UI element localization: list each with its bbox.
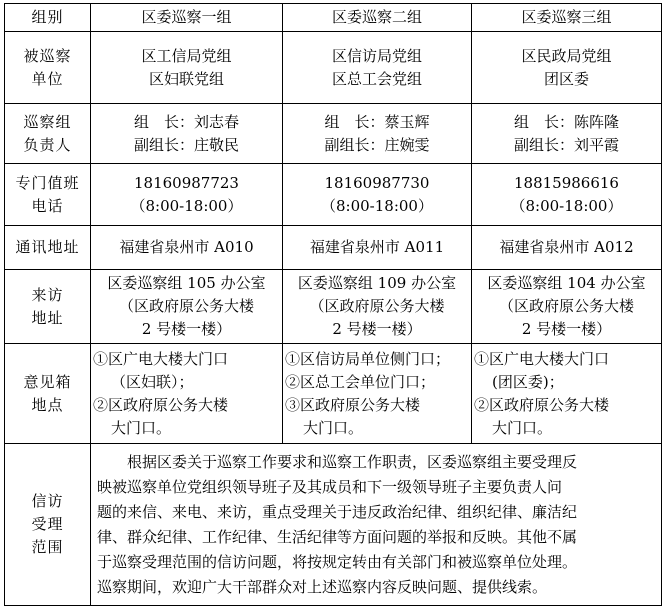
header-label: 组别 [5,4,91,32]
mailbox-label: 意见箱 地点 [5,344,91,444]
leaders-label: 巡察组 负责人 [5,104,91,164]
phone-group-3: 18815986616 （8:00-18:00） [472,164,662,226]
mailbox-group-2: ①区信访局单位侧门口； ②区总工会单位门口； ③区政府原公务大楼 大门口。 [283,344,472,444]
units-group-1: 区工信局党组 区妇联党组 [91,32,283,104]
leaders-group-3: 组 长：陈阵隆 副组长：刘平霞 [472,104,662,164]
mailbox-group-1: ①区广电大楼大门口 （区妇联）； ②区政府原公务大楼 大门口。 [91,344,283,444]
leaders-group-1: 组 长：刘志春 副组长：庄敬民 [91,104,283,164]
header-row [5,4,662,32]
units-row [5,32,662,104]
address-group-3: 福建省泉州市 A012 [472,226,662,270]
leaders-row [5,104,662,164]
units-group-2: 区信访局党组 区总工会党组 [283,32,472,104]
visit-group-2: 区委巡察组 109 办公室 （区政府原公务大楼 2 号楼一楼） [283,270,472,344]
leaders-group-2: 组 长：蔡玉辉 副组长：庄婉雯 [283,104,472,164]
visit-group-1: 区委巡察组 105 办公室 （区政府原公务大楼 2 号楼一楼） [91,270,283,344]
group-1-header: 区委巡察一组 [91,4,283,32]
group-2-header: 区委巡察二组 [283,4,472,32]
scope-text: 根据区委关于巡察工作要求和巡察工作职责，区委巡察组主要受理反 映被巡察单位党组织领导班子及其成员和下一级领导班子主要负责人问 题的来信、来电、来访，重点受理关于违反政治纪律、组织纪律、廉洁纪 律、群众纪律、工作纪律、生活纪律等方面问题的举报和反映。其他不属 于巡察受理范围的信访问题，将按规定转由有关部门和被巡察单位处理。 巡察期间，欢迎广大干部群众对上述巡察内容反映问题、提供线索。 [91,444,662,606]
phone-row [5,164,662,226]
phone-label: 专门值班 电话 [5,164,91,226]
phone-group-1: 18160987723 （8:00-18:00） [91,164,283,226]
visit-group-3: 区委巡察组 104 办公室 （区政府原公务大楼 2 号楼一楼） [472,270,662,344]
scope-label: 信访 受理 范围 [5,444,91,606]
units-label: 被巡察 单位 [5,32,91,104]
scope-row [5,444,662,606]
mailbox-row [5,344,662,444]
address-group-2: 福建省泉州市 A011 [283,226,472,270]
units-group-3: 区民政局党组 团区委 [472,32,662,104]
visit-label: 来访 地址 [5,270,91,344]
address-label: 通讯地址 [5,226,91,270]
group-3-header: 区委巡察三组 [472,4,662,32]
address-row [5,226,662,270]
address-group-1: 福建省泉州市 A010 [91,226,283,270]
phone-group-2: 18160987730 （8:00-18:00） [283,164,472,226]
visit-row [5,270,662,344]
mailbox-group-3: ①区广电大楼大门口 (团区委)； ②区政府原公务大楼 大门口。 [472,344,662,444]
patrol-info-table [4,3,662,606]
